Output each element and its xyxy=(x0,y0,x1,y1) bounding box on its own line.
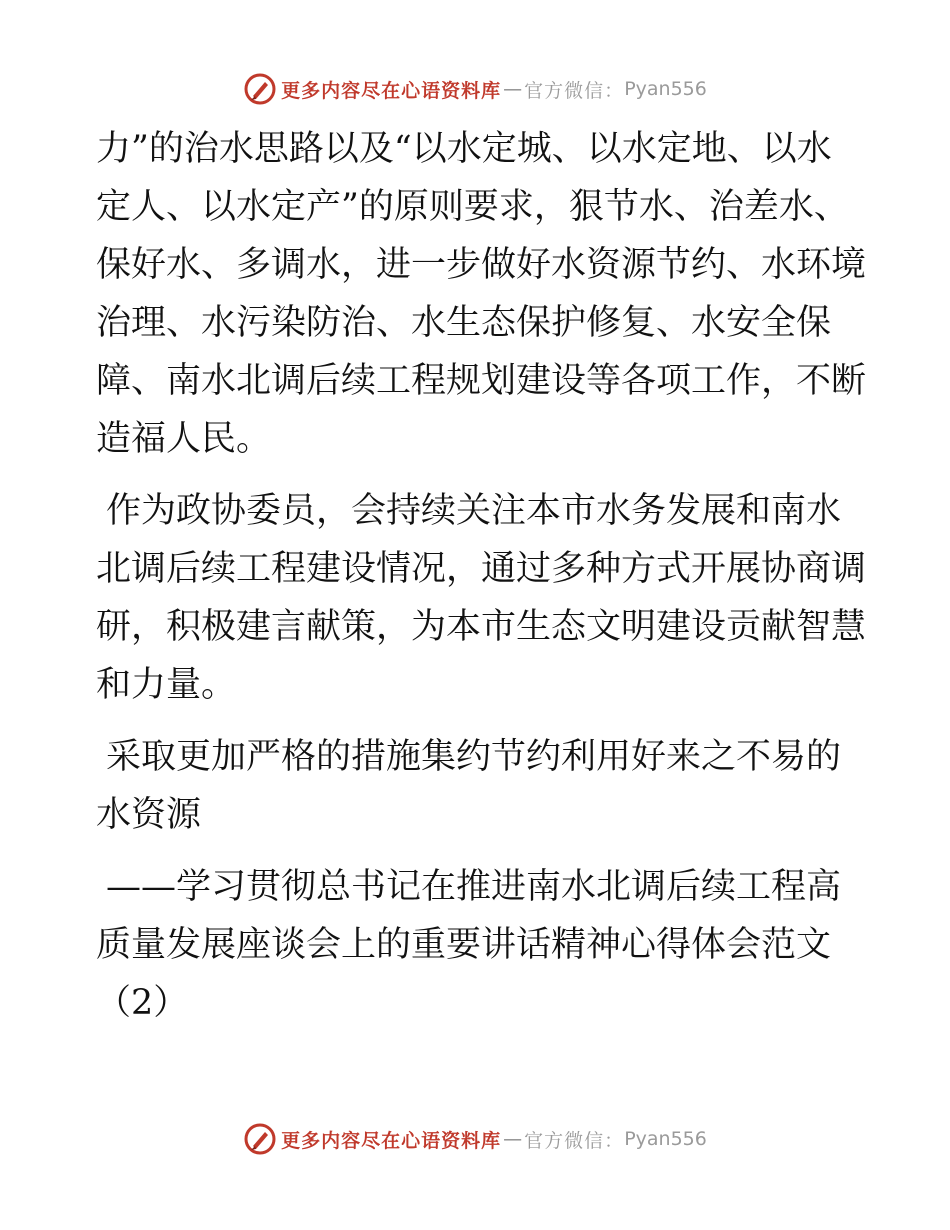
body-line: 造福人民。 xyxy=(96,419,272,459)
body-line: 研，积极建言献策，为本市生态文明建设贡献智慧 xyxy=(96,607,867,647)
banner-text: 更多内容尽在心语资料库 xyxy=(281,79,502,102)
body-line: 定人、以水定产”的原则要求，狠节水、治差水、 xyxy=(96,187,849,227)
section-title-line: 水资源 xyxy=(96,795,202,835)
body-line: 保好水、多调水，进一步做好水资源节约、水环境 xyxy=(96,245,867,285)
subtitle-line: ——学习贯彻总书记在推进南水北调后续工程高 xyxy=(106,867,842,907)
document-body xyxy=(96,120,867,1032)
banner-text: 更多内容尽在心语资料库 xyxy=(281,1129,502,1152)
body-line: 治理、水污染防治、水生态保护修复、水安全保 xyxy=(96,303,832,343)
banner-dash: — xyxy=(503,78,523,100)
body-line: 北调后续工程建设情况，通过多种方式开展协商调 xyxy=(96,549,867,589)
subtitle-line: 质量发展座谈会上的重要讲话精神心得体会范文 xyxy=(96,925,832,965)
section-title-line: 采取更加严格的措施集约节约利用好来之不易的 xyxy=(106,737,842,777)
banner-dash: — xyxy=(503,1128,523,1150)
banner-wechat-label: 官方微信： xyxy=(524,1129,625,1152)
header-banner xyxy=(0,72,950,106)
body-line: 力”的治水思路以及“以水定城、以水定地、以水 xyxy=(96,129,832,169)
banner-wechat-id: Pyan556 xyxy=(624,78,707,100)
body-line: 障、南水北调后续工程规划建设等各项工作，不断 xyxy=(96,361,867,401)
pen-logo-icon xyxy=(243,1122,277,1156)
subtitle-line: （2） xyxy=(96,983,189,1023)
body-line: 作为政协委员，会持续关注本市水务发展和南水 xyxy=(106,491,842,531)
pen-logo-icon xyxy=(243,72,277,106)
banner-wechat-id: Pyan556 xyxy=(624,1128,707,1150)
footer-banner xyxy=(0,1122,950,1156)
body-line: 和力量。 xyxy=(96,665,237,705)
banner-wechat-label: 官方微信： xyxy=(524,79,625,102)
